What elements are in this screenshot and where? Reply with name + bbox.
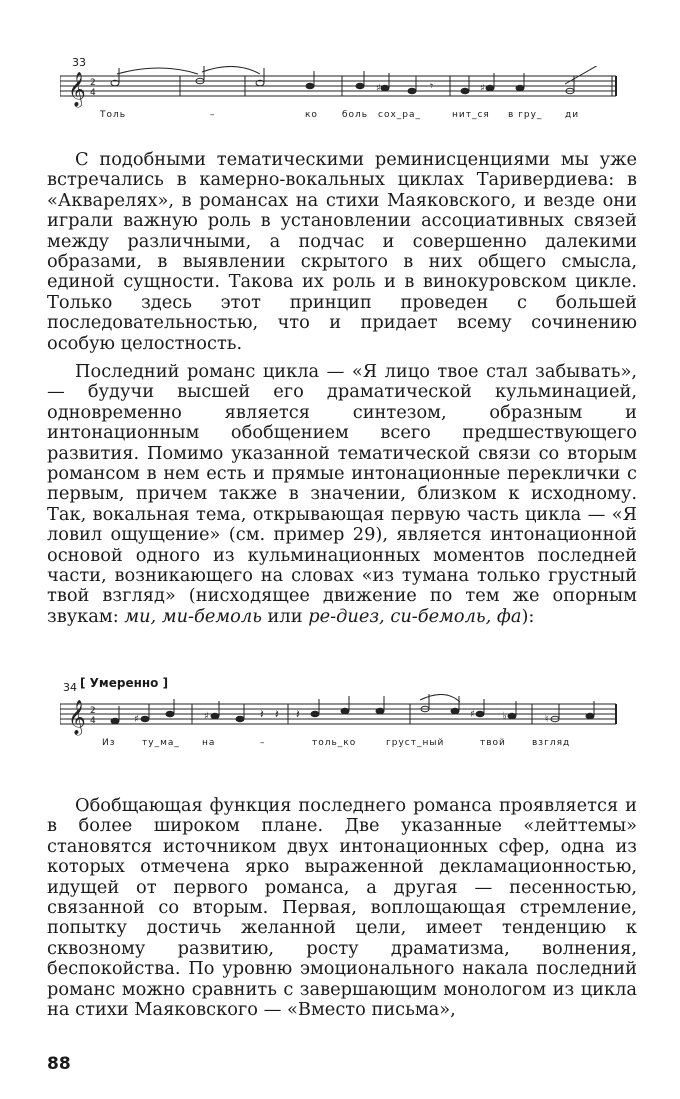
- page-number: 88: [47, 1054, 71, 1074]
- example-number: 34: [63, 681, 77, 694]
- example-number: 33: [72, 56, 86, 69]
- lyric-syllable: Из: [102, 738, 116, 748]
- paragraph-3: Обобщающая функция последнего романса проявляется и в более широком плане. Две указанные «лейттемы» становятся источником двух интонационных сфер, одна из которых отмечена ярко выраженной декламационностью, идущей от первого романса, а другая — песенностью, связанной со вторым. Первая, воплощающая стремление, попытку достичь желанной цели, имеет тенденцию к сквозному развитию, росту драматизма, волнения, беспокойства. По уровню эмоционального накала последний романс можно сравнить с завершающим монологом из цикла на стихи Маяковского — «Вместо письма»,: [47, 795, 637, 1021]
- lyric-syllable: ту_ма_: [142, 738, 180, 748]
- svg-text:♭: ♭: [502, 711, 507, 722]
- lyric-syllable: ко: [305, 110, 318, 120]
- notes-italic-2: ре-диез, си-бемоль, фа: [308, 605, 522, 627]
- svg-text:4: 4: [90, 716, 96, 726]
- music-notation: [60, 694, 620, 738]
- lyric-syllable: –: [260, 738, 266, 748]
- lyric-syllable: груст_ный: [386, 738, 445, 748]
- music-notation: [60, 66, 620, 110]
- paragraph-2: [47, 362, 637, 627]
- svg-text:𝄽: 𝄽: [260, 707, 264, 721]
- paragraph-1: С подобными тематическими реминисценциями мы уже встречались в камерно-вокальных циклах Таривердиева: в «Акварелях», в романсах на стихи Маяковского, и везде они играли важную роль в установлении ассоциативных связей между различными, а подчас и совершенно далекими образами, в выявлении скрытого в них общего смысла, единой сущности. Такова их роль и в винокуровском цикле. Только здесь этот принцип проведен с большей последовательностью, что и придает всему сочинению особую целостность.: [47, 149, 637, 354]
- music-staff-example-33: [60, 66, 620, 110]
- svg-text:2: 2: [90, 706, 96, 716]
- lyric-syllable: взгляд: [532, 738, 571, 748]
- svg-text:♯: ♯: [134, 714, 139, 725]
- svg-text:𝄽: 𝄽: [296, 707, 300, 721]
- svg-text:♮: ♮: [545, 714, 549, 725]
- lyric-syllable: Толь: [100, 110, 127, 120]
- paragraph-2-or: или: [261, 605, 309, 627]
- svg-text:𝄞: 𝄞: [68, 72, 86, 107]
- lyric-syllable: сох_ра_: [378, 110, 422, 120]
- svg-text:2: 2: [90, 78, 96, 88]
- notes-italic-1: ми, ми-бемоль: [124, 605, 262, 627]
- lyric-syllable: в гру_: [508, 110, 543, 120]
- svg-text:♯: ♯: [470, 709, 475, 720]
- svg-text:♯: ♯: [204, 711, 209, 722]
- svg-text:4: 4: [90, 88, 96, 98]
- svg-text:♯: ♯: [376, 83, 381, 94]
- paragraph-2-end: ):: [521, 605, 535, 627]
- svg-text:𝄾: 𝄾: [430, 79, 434, 93]
- svg-text:𝄽: 𝄽: [275, 707, 279, 721]
- lyric-syllable: на: [202, 738, 216, 748]
- lyric-syllable: боль: [342, 110, 369, 120]
- paragraph-2-text: Последний романс цикла — «Я лицо твое стал забывать», — будучи высшей его драматической кульминацией, одновременно является синтезом, образным и интонационным обобщением всего предшествующего развития. Помимо указанной тематической связи со вторым романсом в нем есть и прямые интонационные переклички с первым, причем также в значении, близком к исходному. Так, вокальная тема, открывающая первую часть цикла — «Я ловил ощущение» (см. пример 29), является интонационной основой одного из кульминационных моментов последней части, возникающего на словах «из тумана только грустный твой взгляд» (нисходящее движение по тем же опорным звукам:: [47, 361, 637, 627]
- lyric-syllable: –: [210, 110, 216, 120]
- tempo-marking: [ Умеренно ]: [80, 676, 169, 690]
- lyric-syllable: нит_ся: [452, 110, 490, 120]
- svg-text:𝄞: 𝄞: [68, 700, 86, 735]
- lyric-syllable: ди: [565, 110, 580, 120]
- lyric-syllable: твой: [480, 738, 506, 748]
- svg-text:♯: ♯: [480, 83, 485, 94]
- music-staff-example-34: [60, 694, 620, 738]
- lyric-syllable: толь_ко: [312, 738, 357, 748]
